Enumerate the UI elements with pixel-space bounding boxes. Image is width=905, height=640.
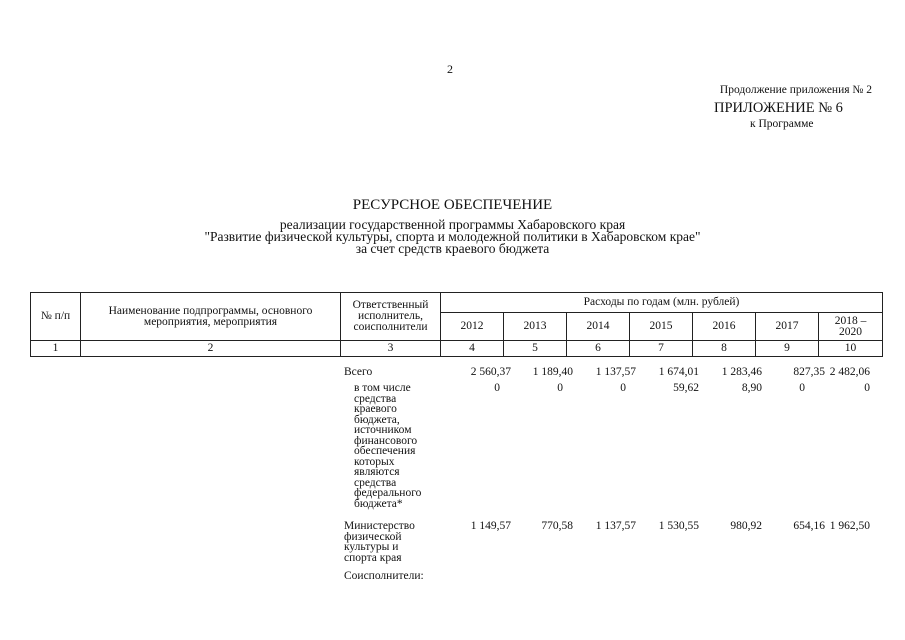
column-number: 10 (819, 341, 883, 357)
page-number: 2 (447, 62, 453, 76)
column-number: 7 (630, 341, 693, 357)
column-number: 9 (756, 341, 819, 357)
heading-line-3: за счет средств краевого бюджета (355, 241, 550, 256)
row-federal-value: 0 (557, 382, 563, 394)
appendix-reference: к Программе (750, 118, 814, 130)
row-ministry-value: 654,16 (793, 520, 825, 532)
heading-line-2: "Развитие физической культуры, спорта и молодежной политики в Хабаровском крае" (204, 229, 701, 244)
column-number: 4 (441, 341, 504, 357)
row-total-value: 2 560,37 (470, 366, 511, 378)
column-number: 6 (567, 341, 630, 357)
row-ministry-value: 1 149,57 (470, 520, 511, 532)
column-number: 1 (31, 341, 81, 357)
header-executor: Ответственный исполнитель, соисполнители (341, 293, 441, 341)
column-number: 3 (341, 341, 441, 357)
row-federal-value: 0 (864, 382, 870, 394)
header-year: 2014 (567, 313, 630, 341)
row-total-executor: Всего (344, 366, 373, 378)
header-year: 2015 (630, 313, 693, 341)
row-total-value: 1 189,40 (532, 366, 573, 378)
row-ministry-value: 1 530,55 (658, 520, 699, 532)
row-total-value: 827,35 (793, 366, 825, 378)
header-year: 2016 (693, 313, 756, 341)
header-year: 2013 (504, 313, 567, 341)
row-ministry-executor: Министерство физической культуры и спорта края (344, 520, 415, 564)
row-federal-value: 0 (799, 382, 805, 394)
continuation-note: Продолжение приложения № 2 (719, 84, 872, 96)
column-number: 2 (81, 341, 341, 357)
header-year: 2018 – 2020 (819, 313, 883, 341)
header-expenses: Расходы по годам (млн. рублей) (441, 293, 883, 313)
row-total-value: 2 482,06 (829, 366, 870, 378)
row-ministry-value: 770,58 (541, 520, 573, 532)
resource-table-header (30, 292, 883, 357)
row-federal-value: 59,62 (673, 382, 699, 394)
column-number: 5 (504, 341, 567, 357)
heading-line-1: реализации государственной программы Хабаровского края (279, 217, 626, 232)
row-federal-executor: в том числе средства краевого бюджета, источником финансового обеспечения которых являются средства федерального бюджета* (354, 382, 422, 510)
row-federal-value: 0 (620, 382, 626, 394)
row-federal-value: 0 (494, 382, 500, 394)
row-ministry-value: 980,92 (730, 520, 762, 532)
row-total-value: 1 674,01 (658, 366, 699, 378)
appendix-title: ПРИЛОЖЕНИЕ № 6 (714, 100, 843, 116)
row-federal-value: 8,90 (741, 382, 762, 394)
row-ministry-value: 1 137,57 (595, 520, 636, 532)
document-heading: РЕСУРСНОЕ ОБЕСПЕЧЕНИЕ (352, 197, 553, 213)
header-num: № п/п (31, 293, 81, 341)
row-ministry-value: 1 962,50 (829, 520, 870, 532)
header-year: 2017 (756, 313, 819, 341)
row-total-value: 1 283,46 (721, 366, 762, 378)
row-total-value: 1 137,57 (595, 366, 636, 378)
row-coexecutors-label: Соисполнители: (344, 570, 424, 582)
header-year: 2012 (441, 313, 504, 341)
column-number: 8 (693, 341, 756, 357)
header-name: Наименование подпрограммы, основного мероприятия, мероприятия (81, 293, 341, 341)
